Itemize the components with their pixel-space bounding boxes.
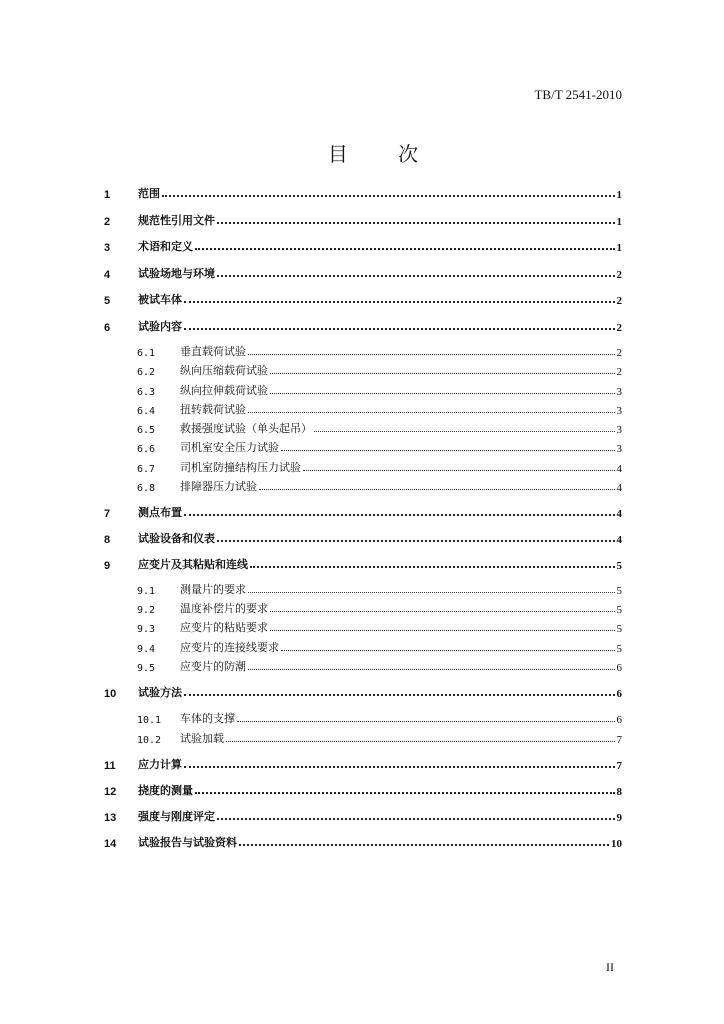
toc-entry-label: 应变片的防潮 xyxy=(180,660,246,673)
toc-dot-leader xyxy=(217,275,615,277)
toc-entry-page: 6 xyxy=(616,662,622,674)
toc-entry-label: 温度补偿片的要求 xyxy=(180,602,268,615)
toc-entry[interactable] xyxy=(104,832,622,850)
toc-entry-label: 应变片的粘贴要求 xyxy=(180,621,268,634)
toc-entry-label: 扭转载荷试验 xyxy=(180,403,246,416)
toc-entry-number: 6.1 xyxy=(137,348,156,359)
toc-entry-label: 司机室安全压力试验 xyxy=(180,441,279,454)
toc-entry[interactable] xyxy=(137,598,622,616)
toc-entry-label: 范围 xyxy=(138,187,160,200)
toc-dot-leader xyxy=(184,328,615,330)
toc-dot-leader xyxy=(270,630,615,631)
toc-entry-page: 1 xyxy=(616,189,622,201)
toc-entry-page: 4 xyxy=(616,463,622,475)
toc-entry-page: 6 xyxy=(616,714,622,726)
toc-entry-number: 6.2 xyxy=(137,367,156,378)
toc-entry[interactable] xyxy=(104,183,622,201)
toc-dot-leader xyxy=(248,412,615,413)
toc-entry-label: 纵向压缩载荷试验 xyxy=(180,364,268,377)
toc-entry-number: 9 xyxy=(104,560,111,572)
document-code: TB/T 2541-2010 xyxy=(534,87,622,102)
toc-entry[interactable] xyxy=(104,806,622,824)
toc-entry[interactable] xyxy=(104,263,622,281)
toc-dot-leader xyxy=(250,566,615,568)
toc-entry[interactable] xyxy=(137,656,622,674)
toc-entry-label: 术语和定义 xyxy=(138,240,193,253)
toc-entry-number: 6.8 xyxy=(137,483,156,494)
toc-entry-number: 6.3 xyxy=(137,387,156,398)
toc-dot-leader xyxy=(270,393,615,394)
toc-dot-leader xyxy=(184,514,615,516)
toc-dot-leader xyxy=(217,540,615,542)
toc-entry-number: 10.2 xyxy=(137,735,162,746)
toc-entry-number: 9.2 xyxy=(137,605,156,616)
toc-entry-label: 规范性引用文件 xyxy=(138,214,215,227)
toc-entry-label: 试验设备和仪表 xyxy=(138,532,215,545)
toc-dot-leader xyxy=(248,354,615,355)
toc-entry-number: 5 xyxy=(104,295,111,307)
toc-entry-page: 2 xyxy=(616,269,622,281)
toc-dot-leader xyxy=(184,301,615,303)
toc-entry-number: 9.1 xyxy=(137,586,156,597)
toc-entry-number: 11 xyxy=(104,760,116,772)
toc-entry-page: 2 xyxy=(616,347,622,359)
toc-entry-number: 14 xyxy=(104,838,117,850)
toc-entry-label: 司机室防撞结构压力试验 xyxy=(180,461,301,474)
toc-entry[interactable] xyxy=(104,502,622,520)
toc-entry-page: 5 xyxy=(616,604,622,616)
toc-entry-label: 挠度的测量 xyxy=(138,784,193,797)
toc-dot-leader xyxy=(184,694,615,696)
toc-entry[interactable] xyxy=(137,637,622,655)
toc-entry-page: 3 xyxy=(616,443,622,455)
toc-dot-leader xyxy=(281,650,615,651)
toc-dot-leader xyxy=(314,431,615,432)
toc-entry-page: 3 xyxy=(616,424,622,436)
toc-entry-number: 2 xyxy=(104,216,111,228)
toc-entry[interactable] xyxy=(104,780,622,798)
toc-entry-number: 6 xyxy=(104,322,111,334)
toc-entry[interactable] xyxy=(137,579,622,597)
toc-dot-leader xyxy=(237,721,615,722)
toc-entry-number: 3 xyxy=(104,242,111,254)
toc-entry-page: 2 xyxy=(616,295,622,307)
toc-entry-number: 7 xyxy=(104,508,111,520)
toc-entry-page: 5 xyxy=(616,643,622,655)
toc-entry[interactable] xyxy=(104,528,622,546)
toc-entry-label: 试验方法 xyxy=(138,686,182,699)
toc-dot-leader xyxy=(162,195,615,197)
toc-entry[interactable] xyxy=(137,476,622,494)
toc-dot-leader xyxy=(195,792,615,794)
toc-entry-label: 试验内容 xyxy=(138,320,182,333)
toc-dot-leader xyxy=(184,766,615,768)
toc-entry-number: 1 xyxy=(104,189,111,201)
toc-entry-page: 9 xyxy=(616,812,622,824)
toc-entry-page: 2 xyxy=(616,322,622,334)
toc-entry-page: 6 xyxy=(616,688,622,700)
toc-entry[interactable] xyxy=(104,682,622,700)
toc-entry-page: 8 xyxy=(616,786,622,798)
toc-entry[interactable] xyxy=(104,236,622,254)
toc-entry-page: 5 xyxy=(616,623,622,635)
toc-entry-label: 强度与刚度评定 xyxy=(138,810,215,823)
toc-entry-number: 4 xyxy=(104,269,111,281)
toc-entry-label: 救援强度试验（单头起吊） xyxy=(180,422,312,435)
toc-entry-page: 5 xyxy=(616,560,622,572)
toc-entry-label: 试验场地与环境 xyxy=(138,267,215,280)
toc-entry-page: 5 xyxy=(616,585,622,597)
toc-entry-page: 4 xyxy=(616,482,622,494)
toc-entry[interactable] xyxy=(137,341,622,359)
page-number: II xyxy=(606,960,614,974)
toc-entry-label: 排障器压力试验 xyxy=(180,480,257,493)
toc-dot-leader xyxy=(248,592,615,593)
toc-dot-leader xyxy=(217,222,615,224)
toc-dot-leader xyxy=(239,844,609,846)
toc-entry-page: 3 xyxy=(616,386,622,398)
toc-dot-leader xyxy=(270,611,615,612)
toc-entry[interactable] xyxy=(137,360,622,378)
toc-entry-label: 试验加载 xyxy=(180,732,224,745)
toc-entry-number: 10 xyxy=(104,688,117,700)
toc-entry-page: 1 xyxy=(616,216,622,228)
toc-entry-label: 试验报告与试验资料 xyxy=(138,836,237,849)
toc-entry[interactable] xyxy=(137,380,622,398)
toc-entry-number: 6.4 xyxy=(137,406,156,417)
toc-entry[interactable] xyxy=(137,399,622,417)
toc-entry[interactable] xyxy=(104,554,622,572)
toc-entry-number: 6.5 xyxy=(137,425,156,436)
toc-entry-label: 应力计算 xyxy=(138,758,182,771)
toc-entry-number: 9.4 xyxy=(137,644,156,655)
toc-dot-leader xyxy=(248,669,615,670)
toc-entry-label: 测量片的要求 xyxy=(180,583,246,596)
toc-entry-label: 测点布置 xyxy=(138,506,182,519)
toc-dot-leader xyxy=(259,489,615,490)
toc-entry[interactable] xyxy=(137,728,622,746)
toc-entry-label: 被试车体 xyxy=(138,293,182,306)
toc-entry-label: 垂直载荷试验 xyxy=(180,345,246,358)
toc-entry[interactable] xyxy=(104,754,622,772)
toc-entry[interactable] xyxy=(104,210,622,228)
toc-entry-page: 1 xyxy=(616,242,622,254)
toc-entry-number: 10.1 xyxy=(137,715,162,726)
toc-entry[interactable] xyxy=(104,289,622,307)
toc-entry-number: 9.5 xyxy=(137,663,156,674)
toc-entry-number: 13 xyxy=(104,812,117,824)
toc-dot-leader xyxy=(281,450,615,451)
toc-entry-page: 10 xyxy=(611,838,622,850)
toc-entry-page: 4 xyxy=(616,534,622,546)
toc-entry[interactable] xyxy=(137,437,622,455)
toc-dot-leader xyxy=(217,818,615,820)
toc-entry[interactable] xyxy=(104,316,622,334)
toc-entry-page: 7 xyxy=(616,734,622,746)
toc-dot-leader xyxy=(270,373,615,374)
toc-entry-label: 车体的支撑 xyxy=(180,712,235,725)
toc-entry-page: 7 xyxy=(616,760,622,772)
toc-entry-number: 9.3 xyxy=(137,624,156,635)
toc-entry-page: 4 xyxy=(616,508,622,520)
toc-entry-number: 6.6 xyxy=(137,444,156,455)
toc-entry-number: 6.7 xyxy=(137,464,156,475)
toc-entry[interactable] xyxy=(137,457,622,475)
toc-dot-leader xyxy=(226,741,615,742)
toc-entry-page: 2 xyxy=(616,366,622,378)
toc-dot-leader xyxy=(195,248,615,250)
toc-entry-label: 应变片的连接线要求 xyxy=(180,641,279,654)
toc-entry[interactable] xyxy=(137,617,622,635)
toc-dot-leader xyxy=(303,470,615,471)
toc-entry-label: 纵向拉伸载荷试验 xyxy=(180,384,268,397)
toc-title: 目 次 xyxy=(327,142,441,166)
toc-entry[interactable] xyxy=(137,418,622,436)
toc-entry-number: 12 xyxy=(104,786,117,798)
toc-entry-number: 8 xyxy=(104,534,111,546)
toc-entry-label: 应变片及其粘贴和连线 xyxy=(138,558,248,571)
toc-entry-page: 3 xyxy=(616,405,622,417)
toc-entry[interactable] xyxy=(137,708,622,726)
